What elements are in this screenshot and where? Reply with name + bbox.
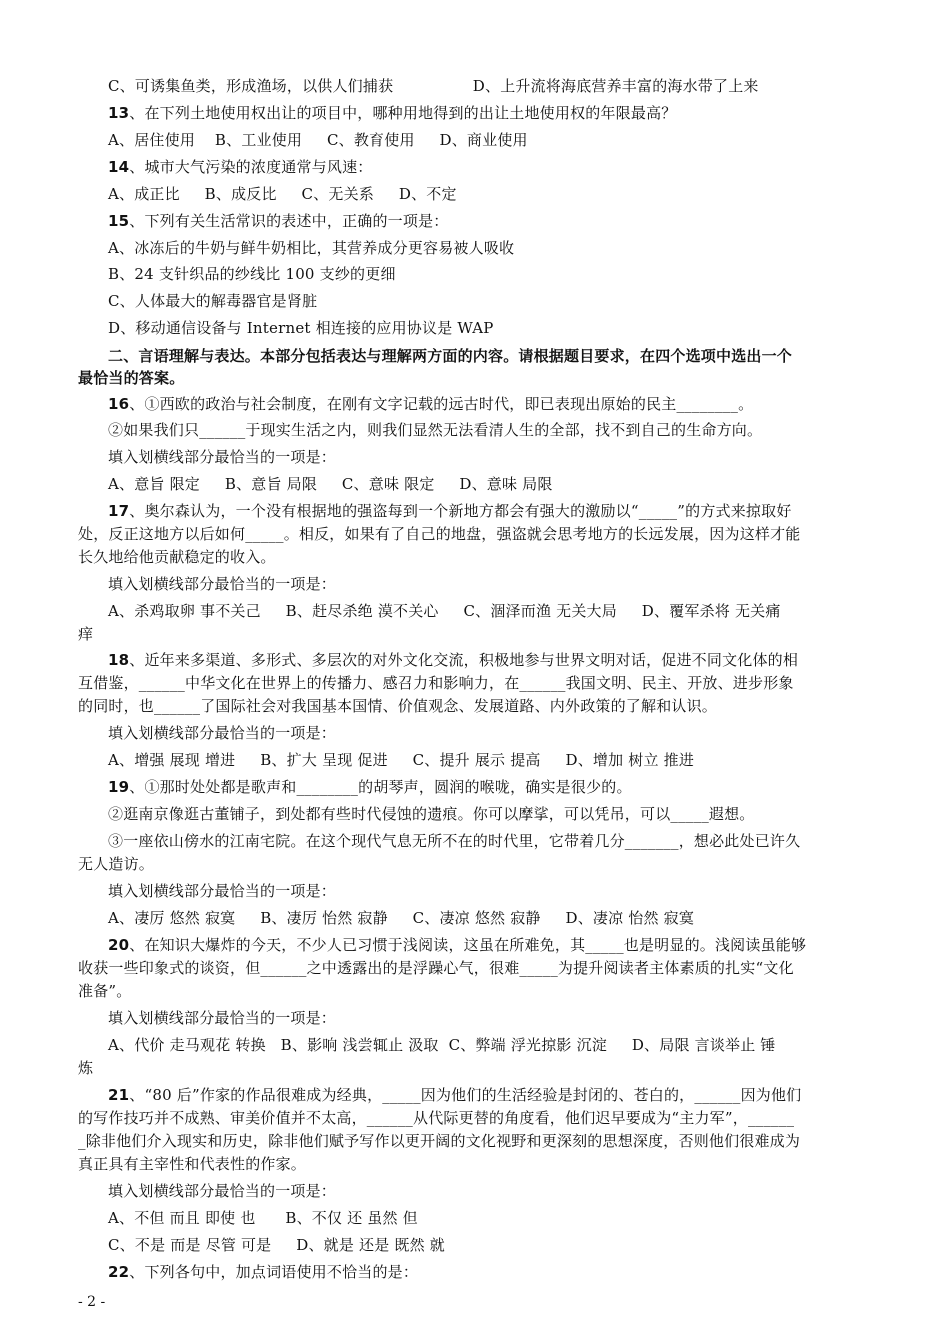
text-line: 处，反正这地方以后如何_____。相反，如果有了自己的地盘，强盗就会思考地方的长远发展，因为这样才能 xyxy=(78,525,801,543)
text-line: 的同时，也______了国际社会对我国基本国情、价值观念、发展道路、内外政策的了解和认识。 xyxy=(78,697,718,715)
question-18: 18、近年来多渠道、多形式、多层次的对外文化交流，积极地参与世界文明对话，促进不同文化体的相 xyxy=(108,651,799,669)
text-line: 填入划横线部分最恰当的一项是： xyxy=(108,724,337,742)
text-line: C、可诱集鱼类，形成渔场，以供人们捕获 D、上升流将海底营养丰富的海水带了上来 xyxy=(108,77,759,95)
text-line: A、代价 走马观花 转换 B、影响 浅尝辄止 汲取 C、弊端 浮光掠影 沉淀 D、局限 言谈举止 锤 xyxy=(108,1036,776,1054)
text-line: A、意旨 限定 B、意旨 局限 C、意味 限定 D、意味 局限 xyxy=(108,475,553,493)
text-line: 炼 xyxy=(78,1059,94,1077)
text-line: ②如果我们只______于现实生活之内，则我们显然无法看清人生的全部，找不到自己的生命方向。 xyxy=(108,421,763,439)
text-line: 填入划横线部分最恰当的一项是： xyxy=(108,1009,337,1027)
text-line: 填入划横线部分最恰当的一项是： xyxy=(108,448,337,466)
text-line: 收获一些印象式的谈资，但______之中透露出的是浮躁心气，很难_____为提升阅读者主体素质的扎实“文化 xyxy=(78,959,794,977)
text-line: 填入划横线部分最恰当的一项是： xyxy=(108,882,337,900)
text-line: 真正具有主宰性和代表性的作家。 xyxy=(78,1155,307,1173)
text-line: A、不但 而且 即使 也 B、不仅 还 虽然 但 xyxy=(108,1209,418,1227)
text-line: A、凄厉 悠然 寂寞 B、凄厉 怡然 寂静 C、凄凉 悠然 寂静 D、凄凉 怡然 寂寞 xyxy=(108,909,695,927)
text-line: A、居住使用 B、工业使用 C、教育使用 D、商业使用 xyxy=(108,131,528,149)
text-line: C、人体最大的解毒器官是肾脏 xyxy=(108,292,318,310)
question-15: 15、下列有关生活常识的表述中，正确的一项是： xyxy=(108,212,449,230)
question-20: 20、在知识大爆炸的今天，不少人已习惯于浅阅读，这虽在所难免，其_____也是明显的。浅阅读虽能够 xyxy=(108,936,807,954)
text-line: ②逛南京像逛古董铺子，到处都有些时代侵蚀的遗痕。你可以摩挲，可以凭吊，可以_____遐想。 xyxy=(108,805,755,823)
question-16: 16、①西欧的政治与社会制度，在刚有文字记载的远古时代，即已表现出原始的民主________。 xyxy=(108,395,754,413)
text-line: _除非他们介入现实和历史，除非他们赋予写作以更开阔的文化视野和更深刻的思想深度，否则他们很难成为 xyxy=(78,1132,801,1150)
text-line: 的写作技巧并不成熟、审美价值并不太高，______从代际更替的角度看，他们迟早要成为“主力军”，______ xyxy=(78,1109,795,1127)
question-14: 14、城市大气污染的浓度通常与风速： xyxy=(108,158,373,176)
text-line: 长久地给他贡献稳定的收入。 xyxy=(78,548,276,566)
text-line: D、移动通信设备与 Internet 相连接的应用协议是 WAP xyxy=(108,319,494,337)
text-line: A、冰冻后的牛奶与鲜牛奶相比，其营养成分更容易被人吸收 xyxy=(108,239,515,257)
question-17: 17、奥尔森认为，一个没有根据地的强盗每到一个新地方都会有强大的激励以“_____”的方式来掠取好 xyxy=(108,502,792,520)
text-line: 互借鉴，______中华文化在世界上的传播力、感召力和影响力，在______我国文明、民主、开放、进步形象 xyxy=(78,674,794,692)
text-line: 无人造访。 xyxy=(78,855,155,873)
section-heading: 二、言语理解与表达。本部分包括表达与理解两方面的内容。请根据题目要求，在四个选项中选出一个 xyxy=(108,347,793,365)
question-21: 21、“80 后”作家的作品很难成为经典，_____因为他们的生活经验是封闭的、苍白的，______因为他们 xyxy=(108,1086,802,1104)
text-line: A、杀鸡取卵 事不关己 B、赶尽杀绝 漠不关心 C、涸泽而渔 无关大局 D、覆军杀将 无关痛 xyxy=(108,602,781,620)
question-22: 22、下列各句中，加点词语使用不恰当的是： xyxy=(108,1263,419,1281)
text-line: B、24 支针织品的纱线比 100 支纱的更细 xyxy=(108,265,396,283)
page-number: - 2 - xyxy=(78,1294,106,1310)
text-line: C、不是 而是 尽管 可是 D、就是 还是 既然 就 xyxy=(108,1236,445,1254)
text-line: ③一座依山傍水的江南宅院。在这个现代气息无所不在的时代里，它带着几分_______，想必此处已许久 xyxy=(108,832,801,850)
text-line: 填入划横线部分最恰当的一项是： xyxy=(108,575,337,593)
text-line: A、增强 展现 增进 B、扩大 呈现 促进 C、提升 展示 提高 D、增加 树立 推进 xyxy=(108,751,695,769)
text-line: 痒 xyxy=(78,625,94,643)
question-19: 19、①那时处处都是歌声和________的胡琴声，圆润的喉咙，确实是很少的。 xyxy=(108,778,632,796)
text-line: 准备”。 xyxy=(78,982,132,1000)
section-heading: 最恰当的答案。 xyxy=(78,369,185,387)
question-13: 13、在下列土地使用权出让的项目中，哪种用地得到的出让土地使用权的年限最高？ xyxy=(108,104,677,122)
text-line: A、成正比 B、成反比 C、无关系 D、不定 xyxy=(108,185,457,203)
text-line: 填入划横线部分最恰当的一项是： xyxy=(108,1182,337,1200)
